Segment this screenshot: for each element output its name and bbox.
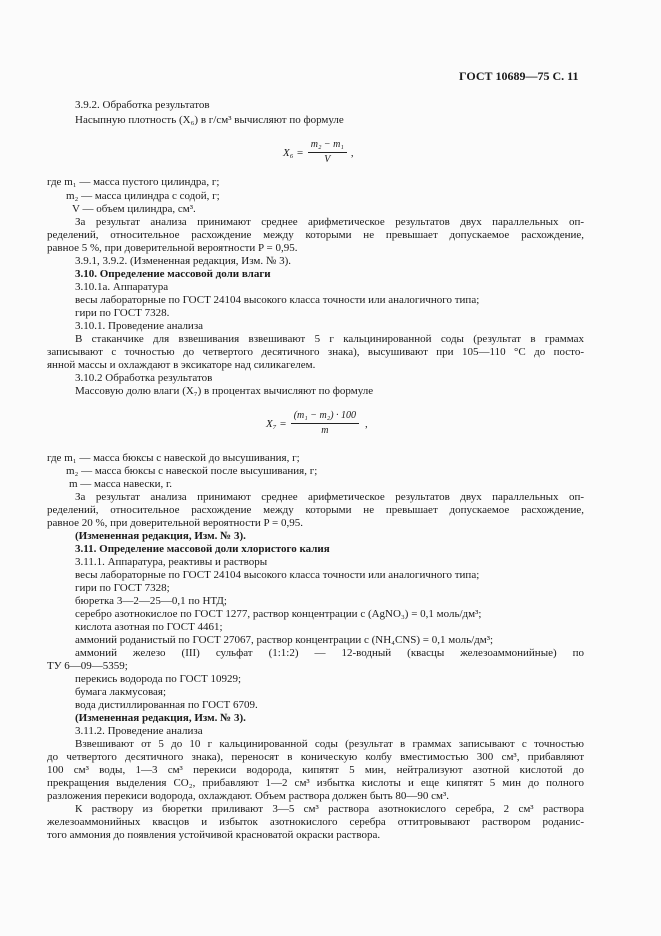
paragraph-line: ределений, относительное расхождение между которыми не превышает допускаемое расхождение, [47, 504, 584, 516]
list-item: кислота азотная по ГОСТ 4461; [75, 621, 223, 633]
formula-x6 [283, 139, 354, 166]
subsection-title: 3.11.1. Аппаратура, реактивы и растворы [75, 556, 268, 568]
paragraph-line: разложения перекиси водорода, охлаждают. Объем раствора должен быть 80—90 см³. [47, 790, 450, 802]
list-item: бюретка 3—2—25—0,1 по НТД; [75, 595, 227, 607]
formula-tail: , [365, 417, 368, 430]
list-item: весы лабораторные по ГОСТ 24104 высокого класса точности или аналогичного типа; [75, 569, 480, 581]
paragraph-line: до четвертого десятичного знака), переносят в коническую колбу вместимостью 300 см³, прибавляют [47, 751, 584, 763]
page-header: ГОСТ 10689—75 С. 11 [459, 69, 579, 83]
formula-lhs: X₆ = [283, 146, 304, 159]
formula-denominator: m [321, 425, 329, 436]
where-line: где m₁ — масса бюксы с навеской до высушивания, г; [47, 452, 300, 464]
subsection-title: 3.11.2. Проведение анализа [75, 725, 203, 737]
paragraph-line: прекращения выделения CO₂, прибавляют 1—2 см³ избытка кислоты и еще кипятят 5 мин до полного [47, 777, 584, 789]
list-item: аммоний роданистый по ГОСТ 27067, раствор концентрации c (NH₄CNS) = 0,1 моль/дм³; [75, 634, 494, 646]
formula-fraction [308, 139, 347, 166]
formula-x7 [266, 410, 368, 437]
where-line: V — объем цилиндра, см³. [72, 203, 196, 215]
where-line: где m₁ — масса пустого цилиндра, г; [47, 176, 220, 188]
formula-tail: , [350, 146, 354, 159]
paragraph-line: За результат анализа принимают среднее арифметическое результатов двух параллельных оп- [75, 491, 584, 503]
subsection-title: 3.9.2. Обработка результатов [75, 99, 210, 111]
formula-lhs: X₇ = [266, 417, 287, 430]
paragraph-line: Взвешивают от 5 до 10 г кальцинированной соды (результат в граммах записывают с точностью [75, 738, 584, 750]
list-item: серебро азотнокислое по ГОСТ 1277, раствор концентрации c (AgNO₃) = 0,1 моль/дм³; [75, 608, 482, 620]
list-item: гири по ГОСТ 7328; [75, 582, 170, 594]
section-title: 3.10. Определение массовой доли влаги [75, 268, 271, 280]
list-item: вода дистиллированная по ГОСТ 6709. [75, 699, 258, 711]
amendment-note: 3.9.1, 3.9.2. (Измененная редакция, Изм. № 3). [75, 255, 292, 267]
formula-numerator: m₂ − m₁ [308, 139, 347, 153]
formula-denominator: V [324, 154, 331, 165]
where-line: m — масса навески, г. [69, 478, 173, 490]
paragraph-line: равное 20 %, при доверительной вероятности P = 0,95. [47, 517, 303, 529]
where-line: m₂ — масса цилиндра с содой, г; [66, 190, 220, 202]
subsection-title: 3.10.1. Проведение анализа [75, 320, 204, 332]
formula-intro: Массовую долю влаги (X₇) в процентах вычисляют по формуле [75, 385, 374, 397]
list-item: гири по ГОСТ 7328. [75, 307, 170, 319]
paragraph-line: записывают с точностью до четвертого десятичного знака), высушивают при 105—110 °С до посто- [47, 346, 584, 358]
paragraph-line: равное 5 %, при доверительной вероятности P = 0,95. [47, 242, 298, 254]
paragraph-line: К раствору из бюретки приливают 3—5 см³ раствора азотнокислого серебра, 2 см³ раствора [75, 803, 584, 815]
list-item: ТУ 6—09—5359; [47, 660, 128, 672]
amendment-note: (Измененная редакция, Изм. № 3). [75, 712, 246, 724]
list-item: перекись водорода по ГОСТ 10929; [75, 673, 242, 685]
paragraph-line: За результат анализа принимают среднее арифметическое результатов двух параллельных оп- [75, 216, 584, 228]
section-title: 3.11. Определение массовой доли хлористого калия [75, 543, 330, 555]
paragraph-line: 100 см³ воды, 1—3 см³ перекиси водорода, кипятят 5 мин, нейтрализуют азотной кислотой до [47, 764, 584, 776]
paragraph-line: ределений, относительное расхождение между которыми не превышает допускаемое расхождение, [47, 229, 584, 241]
formula-intro: Насыпную плотность (X₆) в г/см³ вычисляют по формуле [75, 114, 344, 126]
list-item: весы лабораторные по ГОСТ 24104 высокого класса точности или аналогичного типа; [75, 294, 480, 306]
amendment-note: (Измененная редакция, Изм. № 3). [75, 530, 246, 542]
paragraph-line: янной массы и охлаждают в эксикаторе над силикагелем. [47, 359, 316, 371]
list-item: бумага лакмусовая; [75, 686, 167, 698]
subsection-title: 3.10.2 Обработка результатов [75, 372, 213, 384]
subsection-title: 3.10.1а. Аппаратура [75, 281, 169, 293]
paragraph-line: В стаканчике для взвешивания взвешивают 5 г кальцинированной соды (результат в граммах [75, 333, 584, 345]
formula-fraction [291, 410, 359, 437]
paragraph-line: того аммония до появления устойчивой красноватой окраски раствора. [47, 829, 381, 841]
list-item: аммоний железо (III) сульфат (1:1:2) — 12-водный (квасцы железоаммонийные) по [75, 647, 584, 659]
where-line: m₂ — масса бюксы с навеской после высушивания, г; [66, 465, 318, 477]
formula-numerator: (m₁ − m₂) · 100 [291, 410, 359, 424]
paragraph-line: железоаммонийных квасцов и избыток азотнокислого серебра оттитровывают раствором роданис- [47, 816, 584, 828]
